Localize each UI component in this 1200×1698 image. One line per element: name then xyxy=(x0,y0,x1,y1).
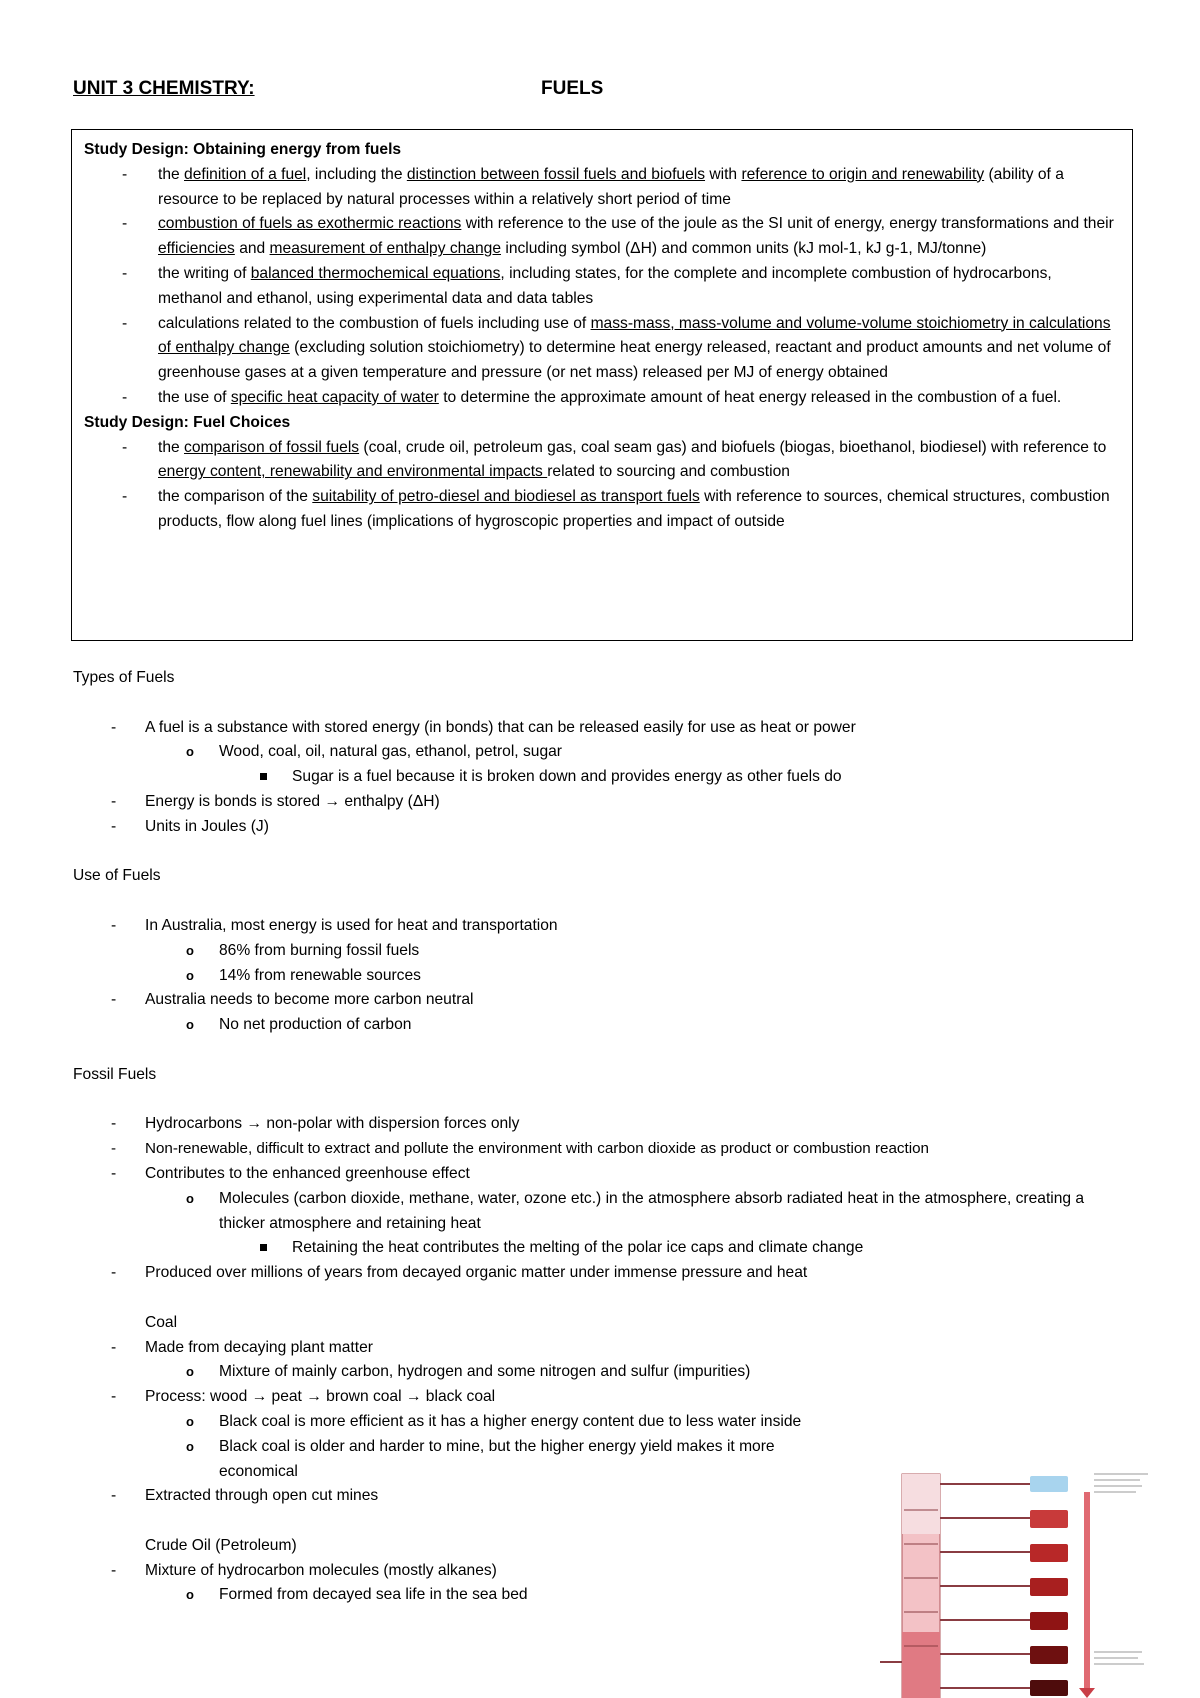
list-item: o Black coal is more efficient as it has a higher energy content due to less water inside xyxy=(186,1412,802,1430)
title-unit: UNIT 3 CHEMISTRY: xyxy=(73,78,255,99)
list-item: o 14% from renewable sources xyxy=(186,966,421,984)
study-design-item: - combustion of fuels as exothermic reactions with reference to the use of the joule as the SI unit of energy, energy transformations and their efficiencies and measurement of enthalpy change including symbol (ΔH) and common units (kJ mol-1, kJ g-1, MJ/tonne) xyxy=(122,215,1114,258)
subheading-coal: Coal xyxy=(145,1313,178,1331)
list-item: - Produced over millions of years from decayed organic matter under immense pressure and heat xyxy=(111,1264,808,1282)
list-item: o Black coal is older and harder to mine, but the higher energy yield makes it more economical xyxy=(186,1437,775,1480)
list-item: - Australia needs to become more carbon neutral xyxy=(111,991,474,1009)
list-item: - Made from decaying plant matter xyxy=(111,1338,373,1356)
list-item: - Extracted through open cut mines xyxy=(111,1487,379,1505)
list-item: - Mixture of hydrocarbon molecules (mostly alkanes) xyxy=(111,1561,497,1579)
list-item: o No net production of carbon xyxy=(186,1016,412,1034)
study-design-item: - calculations related to the combustion of fuels including use of mass-mass, mass-volume and volume-volume stoichiometry in calculations of enthalpy change (excluding solution stoichiometry) to determine heat energy released, reactant and product amounts and net volume of greenhouse gases at a given temperature and pressure (or net mass) released per MJ of energy obtained xyxy=(122,314,1111,382)
list-item: o Molecules (carbon dioxide, methane, water, ozone etc.) in the atmosphere absorb radiated heat in the atmosphere, creating a thicker atmosphere and retaining heat xyxy=(186,1189,1085,1232)
study-design-heading-choices: Study Design: Fuel Choices xyxy=(84,413,291,431)
list-item: o 86% from burning fossil fuels xyxy=(186,941,420,959)
list-item: - Hydrocarbons → non-polar with dispersion forces only xyxy=(111,1115,520,1133)
title-topic: FUELS xyxy=(541,78,604,99)
list-item: - In Australia, most energy is used for heat and transportation xyxy=(111,916,558,934)
list-item: o Formed from decayed sea life in the sea bed xyxy=(186,1586,528,1604)
list-item: - Non-renewable, difficult to extract and pollute the environment with carbon dioxide as product or combustion reaction xyxy=(111,1140,930,1158)
list-item: - Contributes to the enhanced greenhouse effect xyxy=(111,1164,470,1182)
section-heading-types: Types of Fuels xyxy=(73,669,175,686)
list-item: - Energy is bonds is stored → enthalpy (ΔH) xyxy=(111,792,440,810)
list-item: Sugar is a fuel because it is broken down and provides energy as other fuels do xyxy=(73,765,1133,790)
study-design-item: - the comparison of the suitability of petro-diesel and biodiesel as transport fuels with reference to sources, chemical structures, combustion products, flow along fuel lines (implications of hygroscopic properties and impact of outside xyxy=(122,488,1110,530)
study-design-box xyxy=(71,129,1133,641)
page-title xyxy=(73,78,1127,104)
study-design-item: - the writing of balanced thermochemical equations, including states, for the complete and incomplete combustion of hydrocarbons, methanol and ethanol, using experimental data and data tables xyxy=(122,264,1052,307)
subheading-crude-oil: Crude Oil (Petroleum) xyxy=(145,1536,297,1554)
list-item: o Mixture of mainly carbon, hydrogen and some nitrogen and sulfur (impurities) xyxy=(186,1363,751,1381)
list-item: - Process: wood → peat → brown coal → black coal xyxy=(111,1388,496,1406)
list-item: - Units in Joules (J) xyxy=(111,817,269,835)
square-bullet-icon xyxy=(260,773,267,780)
section-heading-use: Use of Fuels xyxy=(73,867,161,885)
list-item: Retaining the heat contributes the melting of the polar ice caps and climate change xyxy=(73,1236,1133,1261)
section-heading-fossil: Fossil Fuels xyxy=(73,1065,157,1083)
fractional-distillation-diagram xyxy=(880,1462,1180,1698)
list-item: - A fuel is a substance with stored energy (in bonds) that can be released easily for use as heat or power xyxy=(111,718,856,736)
study-design-item: - the comparison of fossil fuels (coal, crude oil, petroleum gas, coal seam gas) and biofuels (biogas, bioethanol, biodiesel) with reference to energy content, renewability and environmental impacts related to sourcing and combustion xyxy=(122,438,1107,481)
study-design-item: - the use of specific heat capacity of water to determine the approximate amount of heat energy released in the combustion of a fuel. xyxy=(122,388,1062,406)
study-design-item: - the definition of a fuel, including the distinction between fossil fuels and biofuels with reference to origin and renewability (ability of a resource to be replaced by natural processes within a relatively short period of time xyxy=(122,165,1064,208)
square-bullet-icon xyxy=(260,1244,267,1251)
list-item: o Wood, coal, oil, natural gas, ethanol, petrol, sugar xyxy=(186,743,562,761)
study-design-heading-energy: Study Design: Obtaining energy from fuels xyxy=(84,141,402,158)
